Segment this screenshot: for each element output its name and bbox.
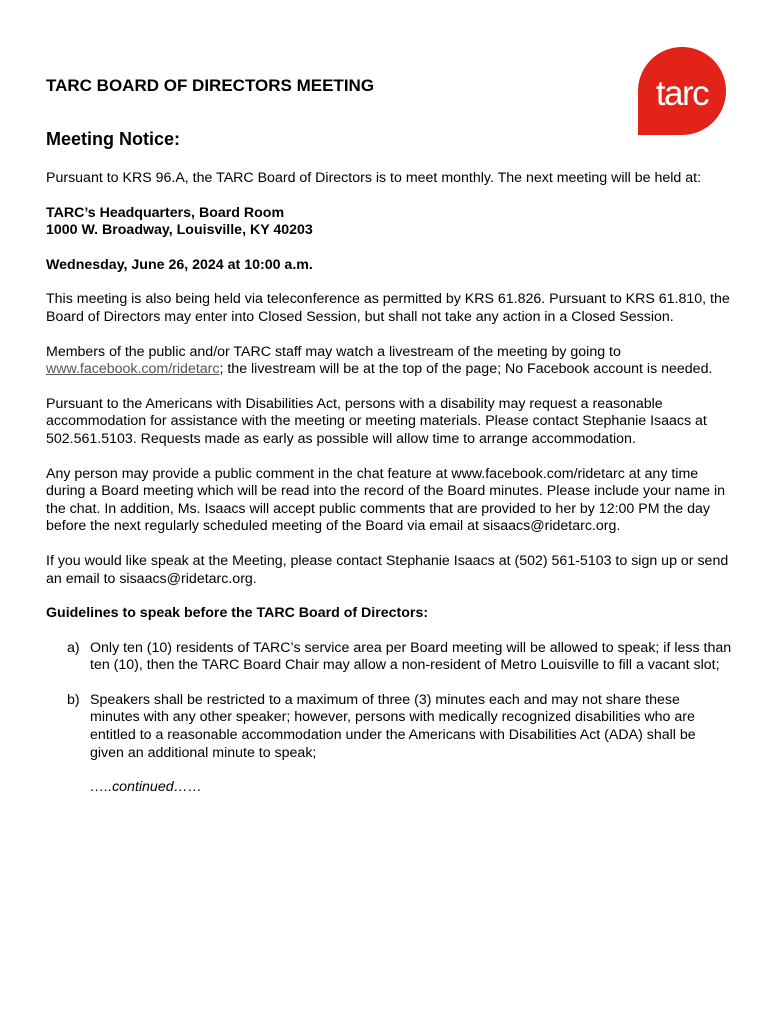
livestream-paragraph — [46, 344, 732, 379]
location-line-1: TARC’s Headquarters, Board Room — [46, 204, 285, 221]
logo-text: tarc — [655, 74, 709, 113]
teleconference-paragraph: This meeting is also being held via teleconference as permitted by KRS 61.826. Pursuant to KRS 61.810, the Board of Directors may enter into Closed Session, but shall not take any action in a Closed Session. — [46, 291, 730, 325]
guideline-item — [46, 692, 732, 762]
document-title: TARC BOARD OF DIRECTORS MEETING — [46, 76, 375, 95]
guideline-text: Speakers shall be restricted to a maximum of three (3) minutes each and may not share these minutes with any other speaker; however, persons with medically recognized disabilities who are entitled to a reasonable accommodation under the Americans with Disabilities Act (ADA) shall be given an additional minute to speak; — [90, 691, 696, 761]
intro-paragraph: Pursuant to KRS 96.A, the TARC Board of Directors is to meet monthly. The next meeting will be held at: — [46, 170, 702, 186]
livestream-text-before: Members of the public and/or TARC staff may watch a livestream of the meeting by going to — [46, 343, 621, 360]
guideline-marker: b) — [67, 691, 80, 708]
facebook-link[interactable]: www.facebook.com/ridetarc — [46, 361, 220, 378]
guideline-text: Only ten (10) residents of TARC’s service area per Board meeting will be allowed to speak; if less than ten (10), then the TARC Board Chair may allow a non-resident of Metro Louisville to fill a vacant slot; — [90, 639, 732, 674]
guideline-item — [46, 640, 732, 675]
guidelines-list — [46, 640, 732, 763]
ada-paragraph: Pursuant to the Americans with Disabilities Act, persons with a disability may request a reasonable accommodation for assistance with the meeting or meeting materials. Please contact Stephanie Isaacs at 502.561.5103. Requests made as early as possible will allow time to arrange accommodation. — [46, 395, 707, 447]
meeting-notice-heading: Meeting Notice: — [46, 129, 181, 149]
guideline-marker: a) — [67, 639, 80, 656]
continued-note: …..continued…… — [90, 779, 202, 796]
location-block — [46, 205, 732, 240]
location-line-2: 1000 W. Broadway, Louisville, KY 40203 — [46, 222, 313, 239]
notice-body — [46, 170, 732, 814]
tarc-logo — [638, 47, 726, 137]
meeting-datetime: Wednesday, June 26, 2024 at 10:00 a.m. — [46, 256, 313, 273]
guidelines-heading: Guidelines to speak before the TARC Board of Directors: — [46, 605, 429, 622]
livestream-text-after: ; the livestream will be at the top of the page; No Facebook account is needed. — [219, 361, 713, 378]
public-comment-paragraph: Any person may provide a public comment in the chat feature at www.facebook.com/ridetarc at any time during a Board meeting which will be read into the record of the Board minutes. Please include your name in the chat. In addition, Ms. Isaacs will accept public comments that are provided to her by 12:00 PM the day before the next regularly scheduled meeting of the Board via email at sisaacs@ridetarc.org. — [46, 465, 726, 535]
speak-paragraph: If you would like speak at the Meeting, please contact Stephanie Isaacs at (502) 561-5103 to sign up or send an email to sisaacs@ridetarc.org. — [46, 552, 729, 587]
